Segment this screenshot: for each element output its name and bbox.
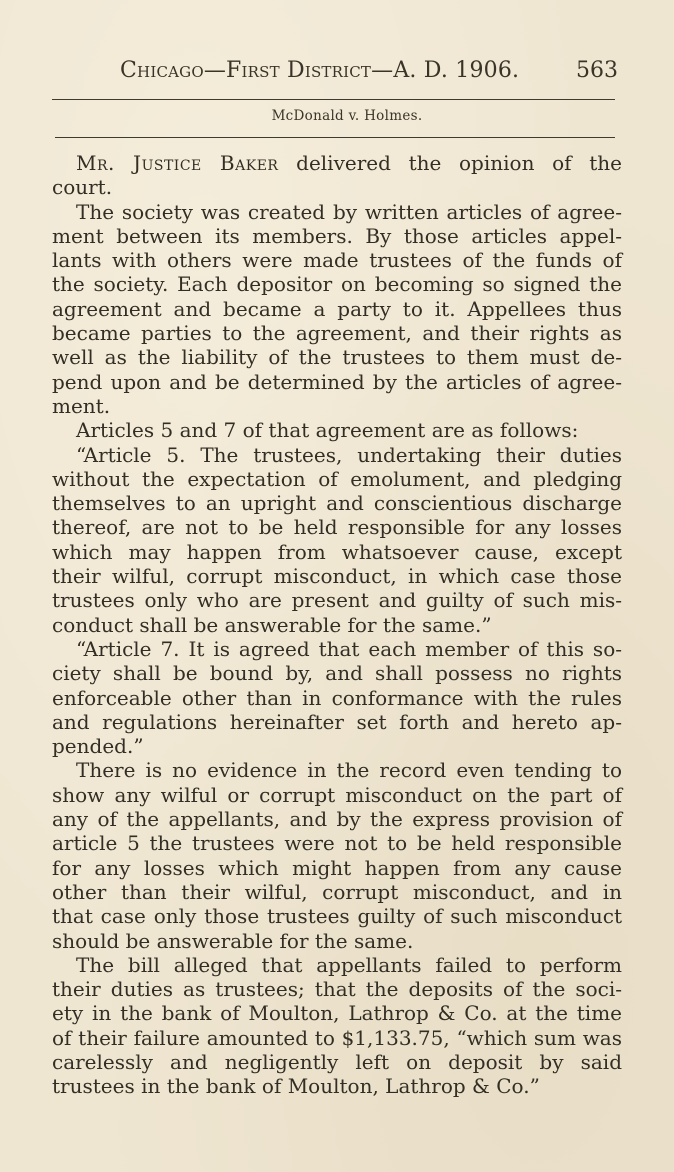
paragraph [52,443,622,637]
running-head-title: Chicago—First District—A. D. 1906. [120,58,520,83]
text-line: The bill alleged that appellants failed to perform [76,952,622,977]
text-line: There is no evidence in the record even tending to [76,758,622,783]
paragraph [52,637,622,758]
text-line: without the expectation of emolument, and pledging [52,466,622,491]
paragraph [52,758,622,952]
paragraphs [52,200,622,1099]
text-line: agreement and became a party to it. Appellees thus [52,296,622,321]
opening-line [52,151,622,175]
paragraph [52,953,622,1099]
text-line: carelessly and negligently left on deposit by said [52,1049,622,1074]
text-line: lants with others were made trustees of the funds of [52,248,622,273]
text-line: “Article 7. It is agreed that each member of this so- [76,636,622,661]
text-line: their duties as trustees; that the deposits of the soci- [52,977,622,1002]
text-line: themselves to an upright and conscientious discharge [52,491,622,516]
opening-line-2: court. [52,175,113,200]
text-line: other than their wilful, corrupt misconduct, and in [52,879,622,904]
text-line: that case only those trustees guilty of such misconduct [52,904,622,929]
text-line: which may happen from whatsoever cause, except [52,539,622,564]
text-line: enforceable other than in conformance with the rules [52,685,622,710]
text-line: conduct shall be answerable for the same.” [52,612,492,637]
paragraph [52,418,622,442]
text-line: “Article 5. The trustees, undertaking their duties [76,442,622,467]
text-line: ety in the bank of Moulton, Lathrop & Co. at the time [52,1001,622,1026]
text-line: their wilful, corrupt misconduct, in which case those [52,564,622,589]
text-line: show any wilful or corrupt misconduct on the part of [52,782,622,807]
text-line: the society. Each depositor on becoming so signed the [52,272,622,297]
opinion-body [52,151,622,1099]
text-line: any of the appellants, and by the express provision of [52,807,622,832]
text-line: thereof, are not to be held responsible for any losses [52,515,622,540]
paragraph [52,200,622,419]
text-line: The society was created by written articles of agree- [76,199,622,224]
text-line: article 5 the trustees were not to be held responsible [52,831,622,856]
page-number: 563 [576,58,618,83]
text-line: pended.” [52,734,144,759]
case-title: McDonald v. Holmes. [271,108,423,124]
text-line: and regulations hereinafter set forth and hereto ap- [52,709,622,734]
text-line: Articles 5 and 7 of that agreement are as follows: [76,418,579,443]
header-rule-top [52,99,615,100]
justice-name: Mr. Justice Baker [76,151,279,175]
text-line: should be answerable for the same. [52,928,414,953]
text-line: trustees in the bank of Moulton, Lathrop & Co.” [52,1074,540,1099]
text-line: pend upon and be determined by the articles of agree- [52,369,622,394]
text-line: well as the liability of the trustees to them must de- [52,345,622,370]
text-line: ment between its members. By those articles appel- [52,223,622,248]
text-line: of their failure amounted to $1,133.75, “which sum was [52,1025,622,1050]
text-line: became parties to the agreement, and their rights as [52,321,622,346]
text-line: trustees only who are present and guilty of such mis- [52,588,622,613]
text-line: ciety shall be bound by, and shall possess no rights [52,661,622,686]
text-line: for any losses which might happen from any cause [52,855,622,880]
opening-rest: delivered the opinion of the [278,151,622,175]
header-rule-bottom [55,137,615,138]
running-head [50,58,628,88]
text-line: ment. [52,393,111,418]
